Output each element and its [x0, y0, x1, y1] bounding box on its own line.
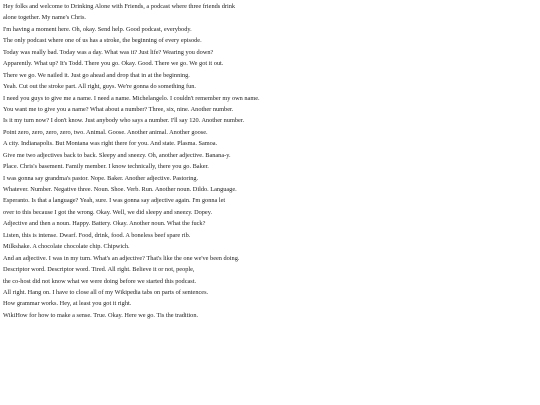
- transcript-line: Yeah. Cut out the stroke part. All right, guys. We're gonna do something fun.: [3, 83, 196, 91]
- transcript-line: You want me to give you a name? What about a number? Three, six, nine. Another number.: [3, 105, 234, 113]
- transcript-line: Is it my turn now? I don't know. Just anybody who says a number. I'll say 120. Another number.: [3, 117, 245, 125]
- transcript-line: Point zero, zero, zero, zero, two. Animal. Goose. Another animal. Another goose.: [3, 128, 208, 136]
- transcript-line: Milkshake. A chocolate chocolate chip. Chipwich.: [3, 243, 130, 251]
- transcript-line: Listen, this is intense. Dwarf. Food, drink, food. A boneless beef spare rib.: [3, 231, 191, 239]
- transcript-line: I'm having a moment here. Oh, okay. Send help. Good podcast, everybody.: [3, 25, 192, 33]
- transcript: [3, 1, 537, 321]
- transcript-line: Apparently. What up? It's Todd. There you go. Okay. Good. There we go. We got it out.: [3, 60, 224, 68]
- transcript-line: A city. Indianapolis. But Montana was right there for you. And state. Plasma. Samoa.: [3, 140, 218, 148]
- transcript-line: Adjective and then a noun. Happy. Battery. Okay. Another noun. What the fuck?: [3, 220, 206, 228]
- transcript-line: Descriptor word. Descriptor word. Tired. All right. Believe it or not, people,: [3, 266, 195, 274]
- transcript-line: There we go. We nailed it. Just go ahead and drop that in at the beginning.: [3, 71, 190, 79]
- transcript-line: over to this because I got the wrong. Okay. Well, we did sleepy and sneezy. Dopey.: [3, 208, 213, 216]
- transcript-line: All right. Hang on. I have to close all of my Wikipedia tabs on parts of sentences.: [3, 288, 209, 296]
- transcript-line: Give me two adjectives back to back. Sleepy and sneezy. Oh, another adjective. Banana-y.: [3, 151, 231, 159]
- transcript-line: Hey folks and welcome to Drinking Alone with Friends, a podcast where three friends drink: [3, 3, 236, 10]
- transcript-line: WikiHow for how to make a sense. True. Okay. Here we go. Tis the tradition.: [3, 311, 199, 319]
- transcript-line: the co-host did not know what we were doing before we started this podcast.: [3, 277, 197, 285]
- transcript-line: And an adjective. I was in my turn. What's an adjective? That's like the one we've been doing.: [3, 254, 240, 262]
- transcript-line: I was gonna say grandma's pastor. Nope. Baker. Another adjective. Pastoring.: [3, 174, 199, 182]
- transcript-line: Today was really bad. Today was a day. What was it? Just life? Wearing you down?: [3, 48, 214, 56]
- transcript-line: alone together. My name's Chris.: [3, 14, 86, 22]
- transcript-line: Place. Chris's basement. Family member. I know technically, there you go. Baker.: [3, 163, 209, 171]
- transcript-line: How grammar works. Hey, at least you got it right.: [3, 300, 132, 308]
- transcript-line: Whatever. Number. Negative three. Noun. Shoe. Verb. Run. Another noun. Dildo. Language.: [3, 186, 237, 193]
- transcript-line: I need you guys to give me a name. I need a name. Michelangelo. I couldn't remember my own name.: [3, 94, 260, 102]
- transcript-line: The only podcast where one of us has a stroke, the beginning of every episode.: [3, 37, 202, 45]
- transcript-line: Esperanto. Is that a language? Yeah, sure. I was gonna say adjective again. I'm gonna let: [3, 197, 226, 205]
